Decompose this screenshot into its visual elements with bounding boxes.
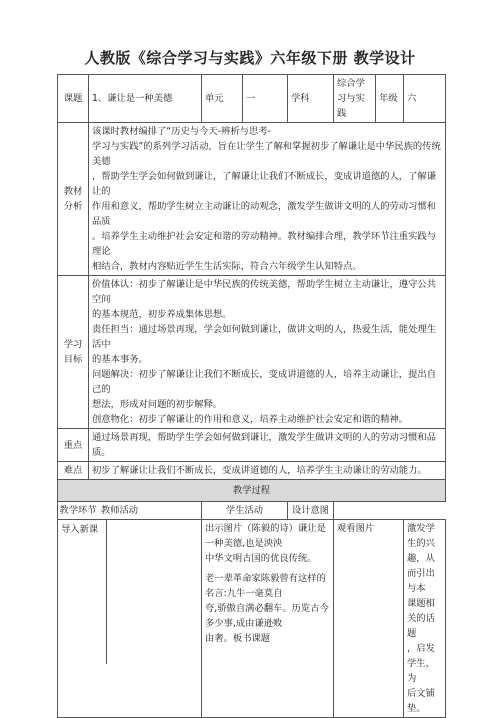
intro-teacher-line: 由奢。板书课题: [205, 633, 271, 644]
topic-value: 1、谦让是一种美德: [89, 75, 202, 123]
goals-text: [89, 276, 446, 429]
intro-intent-line: 激发学生的兴: [407, 523, 435, 549]
unit-label: 单元: [202, 75, 243, 123]
difficulty-label: 难点: [58, 462, 89, 480]
process-section-row: [58, 480, 446, 502]
key-point-row: [58, 429, 446, 462]
intro-teacher-line: 中华文明古国的优良传统。: [205, 553, 317, 564]
analysis-text: [89, 123, 446, 276]
grade-value: 六: [404, 75, 446, 123]
goal-line: 价值体认：初步了解谦让是中华民族的传统美德，帮助学生树立主动谦让，遵守公共空间: [92, 279, 436, 305]
intro-teacher-activity: [202, 520, 334, 718]
grade-label: 年级: [376, 75, 404, 123]
intro-student-activity: 观看图片: [334, 520, 404, 718]
lesson-plan-table: [57, 74, 446, 718]
goal-line: 创意物化：初步了解谦让的作用和意义，培养主动维护社会安定和谐的精神。: [92, 414, 409, 425]
analysis-line: 。培养学生主动维护社会安定和谐的劳动精神。教材编排合理，教学环节注重实践与理论: [92, 231, 436, 257]
intro-teacher: [107, 520, 201, 664]
stage-header: [58, 502, 202, 520]
goal-line: 责任担当：通过场景再现，学会如何做到谦让，做讲文明的人，热爱生活，能处理生活中: [92, 324, 436, 350]
analysis-line: 该课时教材编排了“历史与今天-辨析与思考-: [92, 126, 271, 137]
goal-line: 的基本事务。: [92, 354, 148, 365]
intro-left: [58, 520, 202, 718]
analysis-row: [58, 123, 446, 276]
goals-label: 学习目标: [58, 276, 89, 429]
stage-header-label: 教学环节: [59, 505, 97, 516]
goal-line: 的基本规范，初步养成集体思想。: [92, 309, 232, 320]
analysis-line: ，帮助学生学会如何做到谦让，了解谦让让我们不断成长，变成讲道德的人，了解谦让的: [92, 171, 436, 197]
intro-teacher-line: 夸,骄傲自满必翻车。历览古今多少事,成由谦逊败: [205, 603, 329, 629]
teacher-header-label: 教师活动: [100, 505, 139, 516]
analysis-line: 学习与实践”的系列学习活动，旨在让学生了解和掌握初步了解谦让是中华民族的传统美德: [92, 141, 441, 167]
intro-intent-line: ，启发学生，为: [407, 643, 435, 684]
process-section-title: 教学过程: [58, 480, 446, 502]
analysis-line: 相结合，教材内容贴近学生生活实际，符合六年级学生认知特点。: [92, 261, 362, 272]
analysis-line: 作用和意义，帮助学生树立主动谦让的动观念，激发学生做讲文明的人的劳动习惯和品质: [92, 201, 436, 227]
goal-line: 问题解决：初步了解谦让让我们不断成长，变成讲道德的人，培养主动谦让，提出自己的: [92, 369, 436, 395]
analysis-label: 教材分析: [58, 123, 89, 276]
intro-design-intent: [404, 520, 446, 718]
topic-label: 课题: [58, 75, 89, 123]
subject-label: 学科: [288, 75, 334, 123]
intro-stage: 导入新课: [58, 520, 107, 664]
subject-value: 综合学习与实践: [334, 75, 376, 123]
intro-intent-line: 后文铺垫。: [407, 688, 435, 714]
intro-row: [58, 520, 446, 718]
student-header: 学生活动: [202, 502, 288, 520]
intro-intent-line: 趣，从而引出与本: [407, 553, 435, 594]
goals-row: [58, 276, 446, 429]
key-point-text: 通过场景再现，帮助学生学会如何做到谦让，激发学生做讲文明的人的劳动习惯和品质。: [89, 429, 446, 462]
process-header-row: [58, 502, 446, 520]
unit-value: 一: [243, 75, 288, 123]
intro-intent-line: 课题相关的话题: [407, 598, 435, 639]
goal-line: 想法，形成对问题的初步解释。: [92, 399, 223, 410]
difficulty-row: [58, 462, 446, 480]
intro-teacher-line: 老一辈革命家陈毅曾有这样的名言:九牛一毫莫自: [205, 573, 326, 599]
intent-header: 设计意图: [288, 502, 334, 520]
difficulty-text: 初步了解谦让让我们不断成长，变成讲道德的人，培养学生主动谦让的劳动能力。: [89, 462, 446, 480]
key-point-label: 重点: [58, 429, 89, 462]
info-row: [58, 75, 446, 123]
document-title: 人教版《综合学习与实践》六年级下册 教学设计: [84, 49, 416, 67]
intro-teacher-line: 出示图片（陈毅的诗）谦让是一种美德,也是泱泱: [205, 523, 326, 549]
